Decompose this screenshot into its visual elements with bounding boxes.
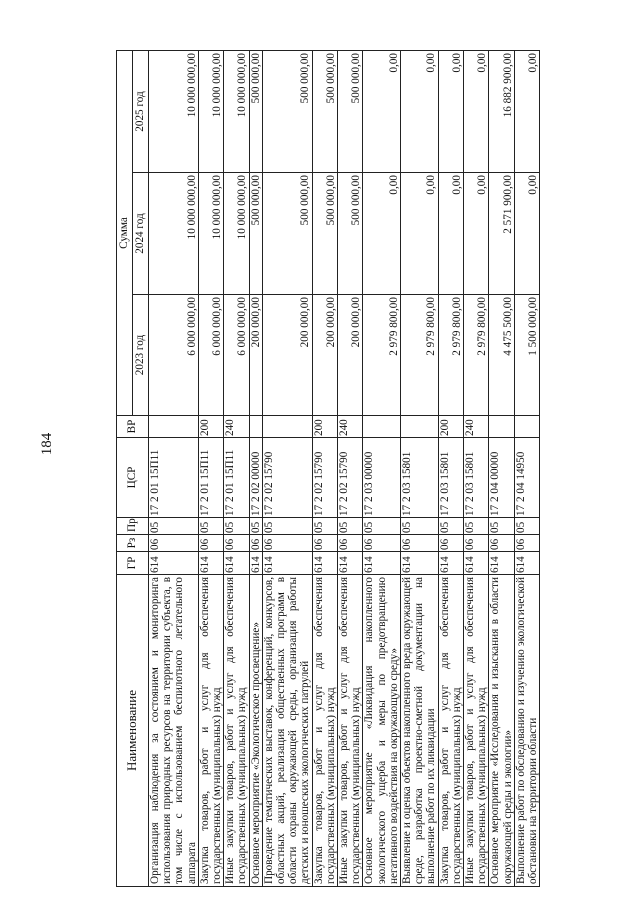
cell-y2023: 2 979 800,00 <box>438 295 463 416</box>
cell-y2024: 2 571 900,00 <box>489 173 514 295</box>
cell-pr: 05 <box>489 518 514 535</box>
header-gr: ГР <box>117 552 149 575</box>
cell-y2025: 0,00 <box>464 50 489 172</box>
cell-csr: 17 2 02 15790 <box>312 438 337 518</box>
table-row <box>438 50 463 886</box>
cell-gr: 614 <box>489 552 514 575</box>
cell-y2024: 500 000,00 <box>249 173 262 295</box>
cell-csr: 17 2 01 15П11 <box>224 438 249 518</box>
cell-gr: 614 <box>338 552 363 575</box>
cell-vr: 240 <box>464 416 489 438</box>
cell-pr: 05 <box>401 518 439 535</box>
cell-pr: 05 <box>438 518 463 535</box>
table-row <box>363 50 401 886</box>
header-2023: 2023 год <box>133 295 149 416</box>
cell-y2023: 6 000 000,00 <box>224 295 249 416</box>
cell-pr: 05 <box>249 518 262 535</box>
cell-vr <box>363 416 401 438</box>
table-row <box>489 50 514 886</box>
table-row <box>338 50 363 886</box>
cell-rz: 06 <box>489 535 514 552</box>
budget-table <box>116 50 540 887</box>
cell-name: Выполнение работ по обследованию и изучению экологической обстановки на территории области <box>514 575 539 887</box>
cell-name: Иные закупки товаров, работ и услуг для обеспечения государственных (муниципальных) нужд <box>224 575 249 887</box>
cell-rz: 06 <box>198 535 223 552</box>
cell-name: Основное мероприятие «Исследования и изыскания в области окружающей среды и экологии» <box>489 575 514 887</box>
cell-y2023: 1 500 000,00 <box>514 295 539 416</box>
cell-gr: 614 <box>401 552 439 575</box>
table-row <box>312 50 337 886</box>
cell-csr: 17 2 03 15801 <box>464 438 489 518</box>
cell-gr: 614 <box>198 552 223 575</box>
cell-vr <box>262 416 312 438</box>
header-csr: ЦСР <box>117 438 149 518</box>
cell-rz: 06 <box>262 535 312 552</box>
header-2025: 2025 год <box>133 50 149 172</box>
table-row <box>198 50 223 886</box>
cell-name: Иные закупки товаров, работ и услуг для обеспечения государственных (муниципальных) нужд <box>464 575 489 887</box>
cell-y2023: 200 000,00 <box>338 295 363 416</box>
cell-vr <box>149 416 199 438</box>
table-row <box>224 50 249 886</box>
header-sum: Сумма <box>117 50 133 415</box>
cell-pr: 05 <box>312 518 337 535</box>
cell-name: Основное мероприятие «Экологическое просвещение» <box>249 575 262 887</box>
cell-pr: 05 <box>198 518 223 535</box>
cell-csr: 17 2 02 15790 <box>262 438 312 518</box>
table-row <box>149 50 199 886</box>
cell-y2024: 0,00 <box>464 173 489 295</box>
cell-y2023: 2 979 800,00 <box>363 295 401 416</box>
cell-rz: 06 <box>363 535 401 552</box>
cell-y2023: 2 979 800,00 <box>464 295 489 416</box>
table-row <box>401 50 439 886</box>
cell-y2024: 0,00 <box>514 173 539 295</box>
cell-csr: 17 2 01 15П11 <box>198 438 223 518</box>
table-row <box>262 50 312 886</box>
cell-name: Иные закупки товаров, работ и услуг для обеспечения государственных (муниципальных) нужд <box>338 575 363 887</box>
cell-rz: 06 <box>438 535 463 552</box>
cell-gr: 614 <box>249 552 262 575</box>
cell-gr: 614 <box>262 552 312 575</box>
cell-y2024: 0,00 <box>438 173 463 295</box>
cell-y2025: 10 000 000,00 <box>224 50 249 172</box>
cell-gr: 614 <box>149 552 199 575</box>
cell-y2025: 0,00 <box>401 50 439 172</box>
cell-rz: 06 <box>312 535 337 552</box>
cell-gr: 614 <box>438 552 463 575</box>
cell-name: Выявление и оценка объектов накопленного вреда окружающей среде, разработка проектно-сметной документации на выполнение работ по их ликвидации <box>401 575 439 887</box>
cell-gr: 614 <box>312 552 337 575</box>
cell-csr: 17 2 02 00000 <box>249 438 262 518</box>
cell-vr: 200 <box>198 416 223 438</box>
cell-csr: 17 2 04 14950 <box>514 438 539 518</box>
cell-y2024: 10 000 000,00 <box>149 173 199 295</box>
cell-vr: 240 <box>224 416 249 438</box>
cell-y2025: 500 000,00 <box>338 50 363 172</box>
table-row <box>464 50 489 886</box>
cell-y2023: 6 000 000,00 <box>198 295 223 416</box>
cell-rz: 06 <box>514 535 539 552</box>
cell-gr: 614 <box>363 552 401 575</box>
cell-y2023: 2 979 800,00 <box>401 295 439 416</box>
header-rz: Рз <box>117 535 149 552</box>
cell-y2025: 0,00 <box>363 50 401 172</box>
cell-pr: 05 <box>149 518 199 535</box>
header-name: Наименование <box>117 575 149 887</box>
cell-rz: 06 <box>464 535 489 552</box>
cell-csr: 17 2 01 15П11 <box>149 438 199 518</box>
cell-gr: 614 <box>464 552 489 575</box>
cell-vr: 200 <box>312 416 337 438</box>
cell-y2023: 200 000,00 <box>262 295 312 416</box>
page-number: 184 <box>39 432 55 456</box>
cell-y2024: 0,00 <box>401 173 439 295</box>
table-row <box>514 50 539 886</box>
cell-y2024: 500 000,00 <box>262 173 312 295</box>
cell-y2025: 0,00 <box>514 50 539 172</box>
cell-pr: 05 <box>262 518 312 535</box>
cell-y2024: 500 000,00 <box>338 173 363 295</box>
header-vr: ВР <box>117 416 149 438</box>
cell-pr: 05 <box>514 518 539 535</box>
cell-rz: 06 <box>249 535 262 552</box>
cell-y2023: 200 000,00 <box>249 295 262 416</box>
cell-rz: 06 <box>224 535 249 552</box>
cell-vr <box>514 416 539 438</box>
cell-y2023: 4 475 500,00 <box>489 295 514 416</box>
cell-name: Проведение тематических выставок, конференций, конкурсов, областных акций, реализация общественных программ в области охраны окружающей среды, организация работы детских и юношеских экологических патрулей <box>262 575 312 887</box>
cell-y2025: 10 000 000,00 <box>198 50 223 172</box>
cell-csr: 17 2 03 15801 <box>438 438 463 518</box>
header-2024: 2024 год <box>133 173 149 295</box>
cell-rz: 06 <box>338 535 363 552</box>
budget-table-container <box>116 51 640 887</box>
cell-y2023: 200 000,00 <box>312 295 337 416</box>
cell-y2025: 16 882 900,00 <box>489 50 514 172</box>
cell-csr: 17 2 04 00000 <box>489 438 514 518</box>
cell-rz: 06 <box>401 535 439 552</box>
cell-name: Организация наблюдения за состоянием и мониторинга использования природных ресурсов на территории субъекта, в том числе с использованием беспилотного летательного аппарата <box>149 575 199 887</box>
cell-y2024: 500 000,00 <box>312 173 337 295</box>
cell-y2025: 500 000,00 <box>262 50 312 172</box>
cell-name: Закупка товаров, работ и услуг для обеспечения государственных (муниципальных) нужд <box>198 575 223 887</box>
cell-y2024: 0,00 <box>363 173 401 295</box>
cell-name: Закупка товаров, работ и услуг для обеспечения государственных (муниципальных) нужд <box>438 575 463 887</box>
cell-csr: 17 2 03 15801 <box>401 438 439 518</box>
cell-y2025: 500 000,00 <box>249 50 262 172</box>
cell-name: Закупка товаров, работ и услуг для обеспечения государственных (муниципальных) нужд <box>312 575 337 887</box>
cell-pr: 05 <box>338 518 363 535</box>
cell-csr: 17 2 03 00000 <box>363 438 401 518</box>
cell-y2025: 10 000 000,00 <box>149 50 199 172</box>
cell-vr <box>489 416 514 438</box>
cell-pr: 05 <box>363 518 401 535</box>
table-row <box>249 50 262 886</box>
header-pr: Пр <box>117 518 149 535</box>
cell-vr <box>401 416 439 438</box>
cell-y2025: 0,00 <box>438 50 463 172</box>
cell-vr <box>249 416 262 438</box>
cell-y2025: 500 000,00 <box>312 50 337 172</box>
cell-rz: 06 <box>149 535 199 552</box>
cell-gr: 614 <box>224 552 249 575</box>
cell-name: Основное мероприятие «Ликвидация накопленного экологического ущерба и меры по предотвращению негативного воздействия на окружающую среду» <box>363 575 401 887</box>
cell-y2023: 6 000 000,00 <box>149 295 199 416</box>
cell-y2024: 10 000 000,00 <box>224 173 249 295</box>
cell-csr: 17 2 02 15790 <box>338 438 363 518</box>
cell-vr: 200 <box>438 416 463 438</box>
cell-pr: 05 <box>224 518 249 535</box>
cell-gr: 614 <box>514 552 539 575</box>
cell-pr: 05 <box>464 518 489 535</box>
cell-vr: 240 <box>338 416 363 438</box>
cell-y2024: 10 000 000,00 <box>198 173 223 295</box>
